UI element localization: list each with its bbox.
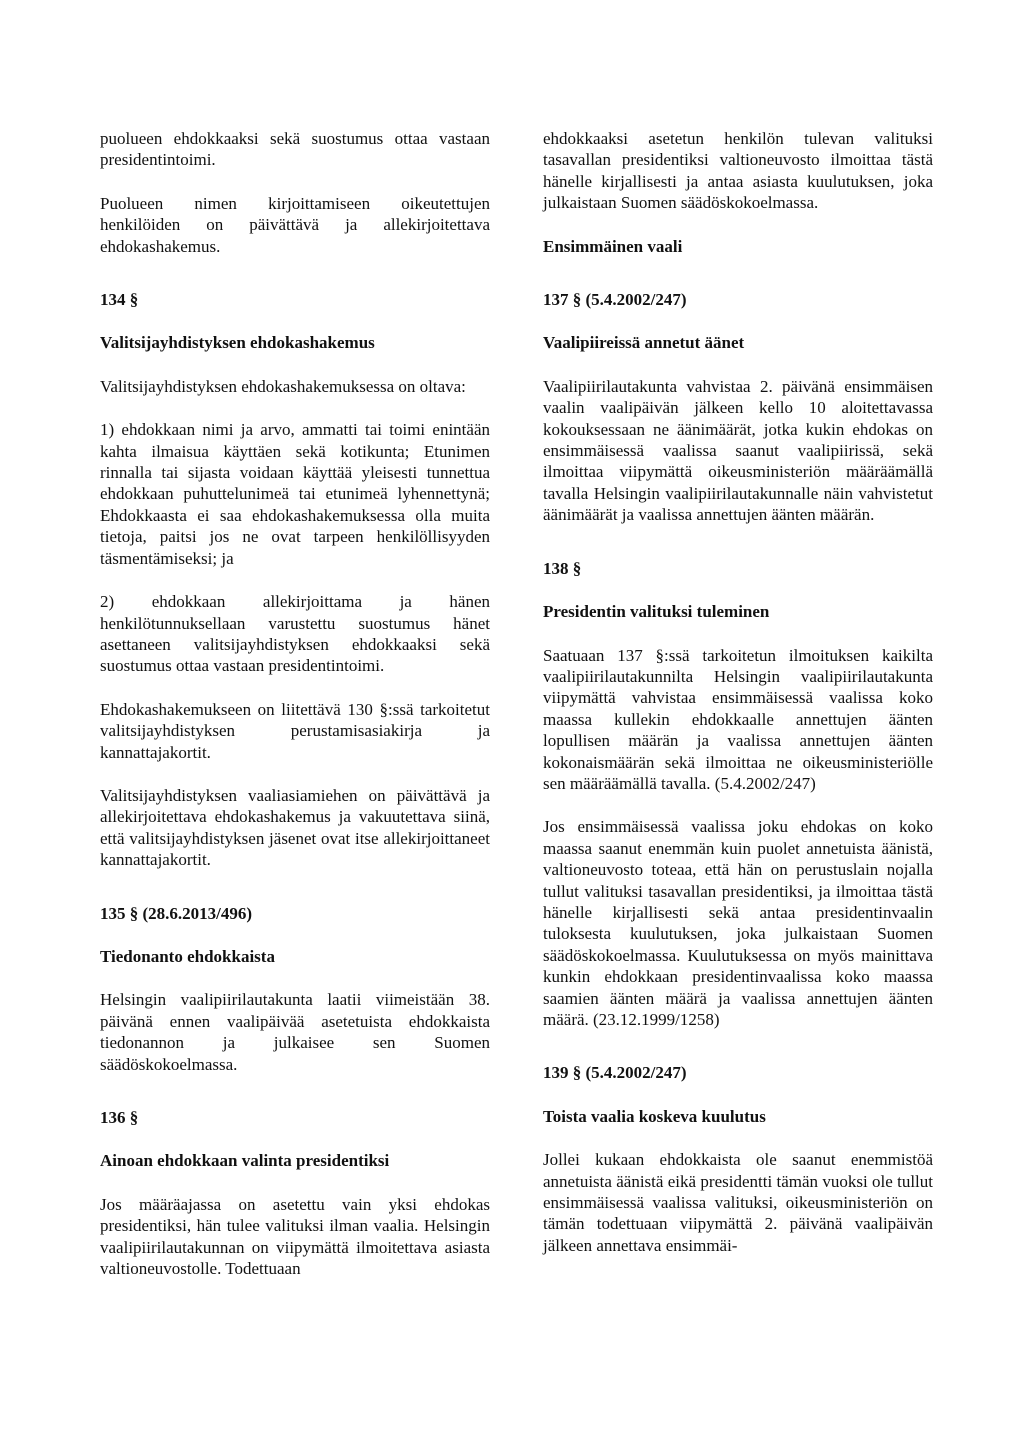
paragraph: Jos määräajassa on asetettu vain yksi ehdokas presidentiksi, hän tulee valituksi ilman vaalia. Helsingin vaalipiirilautakunnan on viipymättä ilmoitettava asiasta valtioneuvostolle. Todettuaan — [100, 1194, 490, 1279]
list-item: 2) ehdokkaan allekirjoittama ja hänen henkilötunnuksellaan varustettu suostumus hänet asettaneen valitsijayhdistyksen ehdokkaaksi sekä suostumus ottaa vastaan presidentintoimi. — [100, 592, 490, 676]
paragraph: Ehdokashakemukseen on liitettävä 130 §:ssä tarkoitetut valitsijayhdistyksen perustamisasiakirja ja kannattajakortit. — [100, 699, 490, 762]
section-number-135: 135 § (28.6.2013/496) — [100, 903, 253, 923]
section-number-136: 136 § — [100, 1108, 139, 1127]
paragraph: ehdokkaaksi asetetun henkilön tulevan valituksi tasavallan presidentiksi valtioneuvosto ilmoittaa tästä hänelle kirjallisesti ja antaa asiasta kuulutuksen, joka julkaistaan Suomen säädöskokoelmassa. — [543, 129, 933, 213]
section-number-138: 138 § — [543, 558, 582, 578]
section-number-137: 137 § (5.4.2002/247) — [543, 290, 687, 310]
paragraph: Valitsijayhdistyksen ehdokashakemuksessa on oltava: — [100, 376, 466, 396]
section-heading-138: Presidentin valituksi tuleminen — [543, 602, 770, 622]
section-heading-137: Vaalipiireissä annetut äänet — [543, 333, 745, 353]
chapter-heading: Ensimmäinen vaali — [543, 236, 683, 256]
paragraph: Helsingin vaalipiirilautakunta laatii viimeistään 38. päivänä ennen vaalipäivää asetetuista ehdokkaista tiedonannon ja julkaisee sen Suomen säädöskokoelmassa. — [100, 990, 490, 1074]
paragraph: puolueen ehdokkaaksi sekä suostumus ottaa vastaan presidentintoimi. — [100, 129, 490, 170]
paragraph: Jos ensimmäisessä vaalissa joku ehdokas on koko maassa saanut enemmän kuin puolet annetuista äänistä, valtioneuvosto toteaa, että hän on perustuslain nojalla tullut valituksi tasavallan presidentiksi, ja ilmoittaa tästä hänelle kirjallisesti sekä antaa presidentinvaalin tuloksesta kuulutuksen, joka julkaistaan Suomen säädöskokoelmassa. Kuulutuksessa on myös mainittava kunkin ehdokkaan presidentinvaalissa koko maassa saamien äänten määrä ja vaalissa annettujen äänten määrä. (23.12.1999/1258) — [543, 817, 933, 1029]
paragraph: Puolueen nimen kirjoittamiseen oikeutettujen henkilöiden on päivättävä ja allekirjoitettava ehdokashakemus. — [100, 193, 490, 256]
section-heading-136: Ainoan ehdokkaan valinta presidentiksi — [100, 1151, 390, 1171]
section-heading-139: Toista vaalia koskeva kuulutus — [543, 1106, 766, 1126]
section-heading-134: Valitsijayhdistyksen ehdokashakemus — [100, 333, 375, 353]
paragraph: Saatuaan 137 §:ssä tarkoitetun ilmoituksen kaikilta vaalipiirilautakunnilta Helsingin vaalipiirilautakunta viipymättä vahvistaa ensimmäisessä vaalissa koko maassa kullekin ehdokkaalle annettujen äänten lopullisen määrän ja vaalissa annettujen äänten kokonaismäärän sekä ilmoittaa ne oikeusministeriölle sen määräämällä tavalla. (5.4.2002/247) — [543, 645, 933, 793]
right-column — [543, 128, 933, 1278]
section-heading-135: Tiedonanto ehdokkaista — [100, 946, 275, 966]
paragraph: Jollei kukaan ehdokkaista ole saanut enemmistöä annetuista äänistä eikä presidentti tämän vuoksi ole tullut ensimmäisessä vaalissa valituksi, oikeusministeriön on tämän todettuaan viipymättä 2. päivänä vaalipäivän jälkeen annettava ensimmäi- — [543, 1150, 933, 1255]
section-number-134: 134 § — [100, 290, 139, 310]
paragraph: Vaalipiirilautakunta vahvistaa 2. päivänä ensimmäisen vaalin vaalipäivän jälkeen kello 10 aloitettavassa kokouksessaan ne äänimäärät, jotka kukin ehdokas on ensimmäisessä vaalissa saanut vaalipiirissä, sekä ilmoittaa viipymättä oikeusministeriön määräämällä tavalla Helsingin vaalipiirilautakunnalle näin vahvistetut äänimäärät ja vaalissa annettujen äänten määrän. — [543, 376, 933, 525]
list-item: 1) ehdokkaan nimi ja arvo, ammatti tai toimi enintään kahta ilmaisua käyttäen sekä kotikunta; Etunimen rinnalla tai sijasta voidaan käyttää yleisesti tunnettua ehdokkaan puhuttelunimeä tai etunimeä lyhennettynä; Ehdokkaasta ei saa ehdokashakemuksessa olla muita tietoja, paitsi jos ne ovat tarpeen henkilöllisyyden täsmentämiseksi; ja — [100, 420, 490, 568]
section-number-139: 139 § (5.4.2002/247) — [543, 1063, 687, 1083]
left-column — [100, 128, 490, 1301]
paragraph: Valitsijayhdistyksen vaaliasiamiehen on päivättävä ja allekirjoitettava ehdokashakemus ja vakuutettava siinä, että valitsijayhdistyksen jäsenet ovat itse allekirjoittaneet kannattajakortit. — [100, 785, 490, 870]
